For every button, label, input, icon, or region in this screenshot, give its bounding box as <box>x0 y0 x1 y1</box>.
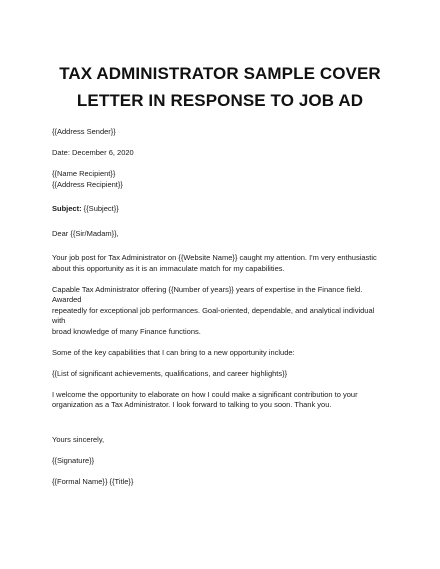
paragraph-2-line-3: broad knowledge of many Finance functions. <box>52 326 201 336</box>
address-recipient: {{Address Recipient}} <box>52 179 123 189</box>
letter-date: Date: December 6, 2020 <box>52 148 134 157</box>
formal-name: {{Formal Name}} {{Title}} <box>52 477 134 486</box>
paragraph-2-line-1: Capable Tax Administrator offering {{Number of years}} years of expertise in the Finance field. Awarded <box>52 284 363 304</box>
subject-value: {{Subject}} <box>81 204 119 213</box>
document-title <box>52 60 388 114</box>
title-line-1: TAX ADMINISTRATOR SAMPLE COVER <box>59 64 381 83</box>
paragraph-3: Some of the key capabilities that I can bring to a new opportunity include: <box>52 347 295 357</box>
paragraph-2-line-2: repeatedly for exceptional job performances. Goal-oriented, dependable, and analytical individual with <box>52 305 375 325</box>
paragraph-1 <box>52 253 388 274</box>
name-recipient: {{Name Recipient}} <box>52 169 116 178</box>
paragraph-5-line-2: organization as a Tax Administrator. I look forward to talking to you soon. Thank you. <box>52 400 332 409</box>
paragraph-4: {{List of significant achievements, qualifications, and career highlights}} <box>52 368 288 378</box>
title-line-2: LETTER IN RESPONSE TO JOB AD <box>76 91 364 110</box>
subject-label: Subject: <box>52 204 82 213</box>
signature: {{Signature}} <box>52 456 95 465</box>
paragraph-2 <box>52 285 388 338</box>
paragraph-5-line-1: I welcome the opportunity to elaborate on how I could make a significant contribution to your <box>52 389 358 399</box>
address-sender: {{Address Sender}} <box>52 127 116 136</box>
salutation: Dear {{Sir/Madam}}, <box>52 228 119 238</box>
closing: Yours sincerely, <box>52 435 105 444</box>
paragraph-1-line-2: about this opportunity as it is an immaculate match for my capabilities. <box>52 263 285 273</box>
paragraph-5 <box>52 390 388 411</box>
letter-body <box>52 127 388 488</box>
subject-line <box>52 204 388 215</box>
paragraph-1-line-1: Your job post for Tax Administrator on {{Website Name}} caught my attention. I'm very enthusiastic <box>52 253 377 262</box>
